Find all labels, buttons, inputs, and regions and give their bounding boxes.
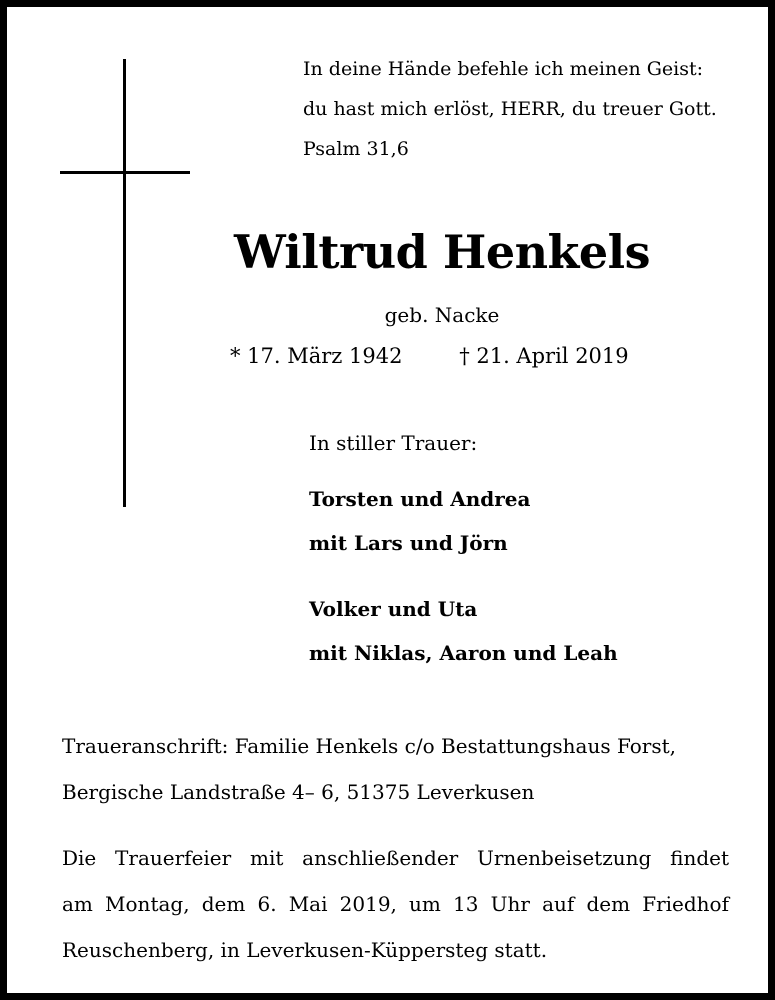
birth-date: * 17. März 1942 [230,344,403,368]
mourner-line: mit Niklas, Aaron und Leah [309,641,618,665]
verse-line-1: In deine Hände befehle ich meinen Geist: [303,58,704,80]
ceremony-notice [62,835,729,973]
mourner-group-2 [309,587,618,675]
deceased-name: Wiltrud Henkels [233,225,651,279]
life-dates [230,344,629,368]
mourner-line: Torsten und Andrea [309,487,531,511]
address-line-1: Traueranschrift: Familie Henkels c/o Bestattungshaus Forst, [62,734,677,758]
ceremony-line-2: am Montag, dem 6. Mai 2019, um 13 Uhr auf dem Friedhof [62,892,729,916]
mourning-intro: In stiller Trauer: [309,431,478,455]
ceremony-line-3: Reuschenberg, in Leverkusen-Küppersteg statt. [62,938,548,962]
cross-icon-vertical-bar [123,59,126,507]
bible-verse [303,49,743,169]
maiden-name: geb. Nacke [384,303,500,327]
ceremony-line-1: Die Trauerfeier mit anschließender Urnenbeisetzung findet [62,846,729,870]
mourner-line: Volker und Uta [309,597,478,621]
mourner-line: mit Lars und Jörn [309,531,508,555]
address-line-2: Bergische Landstraße 4– 6, 51375 Leverkusen [62,780,535,804]
mourner-group-1 [309,477,530,565]
verse-line-2: du hast mich erlöst, HERR, du treuer Gott. [303,98,717,120]
cross-icon-horizontal-bar [60,171,190,174]
death-date: † 21. April 2019 [459,344,629,368]
mourning-address [62,723,729,815]
verse-source: Psalm 31,6 [303,138,409,160]
